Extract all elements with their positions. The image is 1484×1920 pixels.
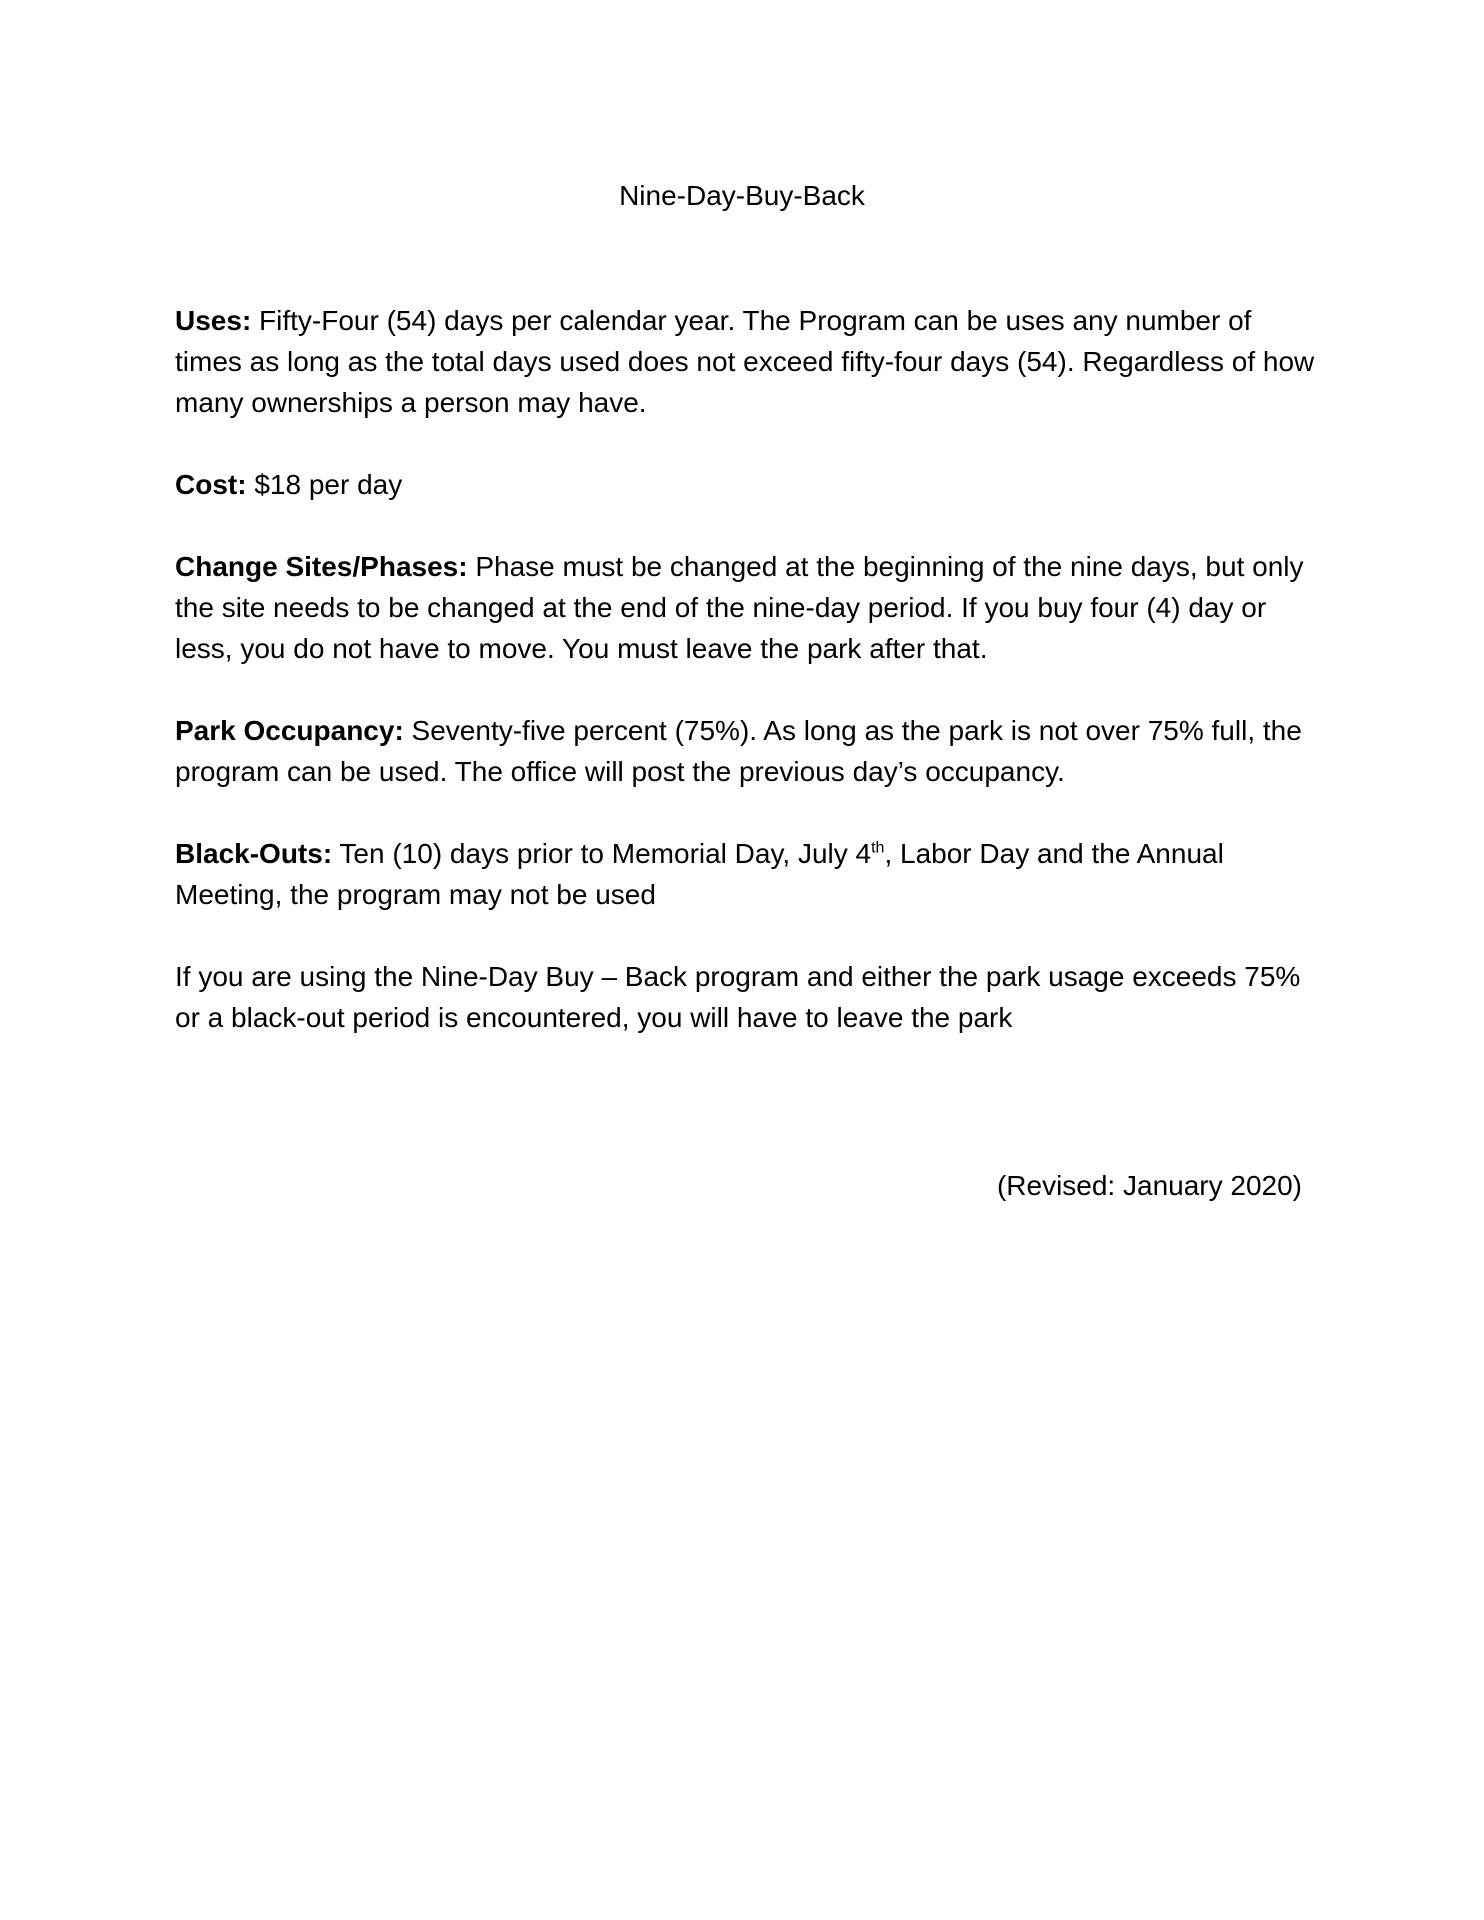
document-body xyxy=(175,300,1325,1079)
revised-date: (Revised: January 2020) xyxy=(996,1170,1302,1201)
black-outs-text-after: , Labor Day and the Annual Meeting, the program may not be used xyxy=(175,838,1224,910)
black-outs-superscript: th xyxy=(871,839,885,857)
park-occupancy-text: Seventy-five percent (75%). As long as the park is not over 75% full, the program can be used. The office will post the previous day’s occupancy. xyxy=(175,715,1302,787)
black-outs-text-before: Ten (10) days prior to Memorial Day, July 4 xyxy=(332,838,872,869)
change-sites-label: Change Sites/Phases: xyxy=(175,551,468,582)
park-occupancy-paragraph xyxy=(175,710,1325,792)
uses-paragraph xyxy=(175,300,1325,423)
cost-label: Cost: xyxy=(175,469,247,500)
closing-paragraph: If you are using the Nine-Day Buy – Back program and either the park usage exceeds 75% or a black-out period is encountered, you will have to leave the park xyxy=(175,961,1301,1033)
cost-text: $18 per day xyxy=(246,469,403,500)
black-outs-paragraph xyxy=(175,833,1325,915)
uses-text: Fifty-Four (54) days per calendar year. The Program can be uses any number of times as long as the total days used does not exceed fifty-four days (54). Regardless of how many ownerships a person may have. xyxy=(175,305,1315,418)
uses-label: Uses: xyxy=(175,305,252,336)
park-occupancy-label: Park Occupancy: xyxy=(175,715,404,746)
cost-paragraph xyxy=(175,464,1325,505)
change-sites-paragraph xyxy=(175,546,1325,669)
change-sites-text: Phase must be changed at the beginning of the nine days, but only the site needs to be changed at the end of the nine-day period. If you buy four (4) day or less, you do not have to move. You must leave the park after that. xyxy=(175,551,1304,664)
black-outs-label: Black-Outs: xyxy=(175,838,333,869)
document-title: Nine-Day-Buy-Back xyxy=(619,180,865,211)
